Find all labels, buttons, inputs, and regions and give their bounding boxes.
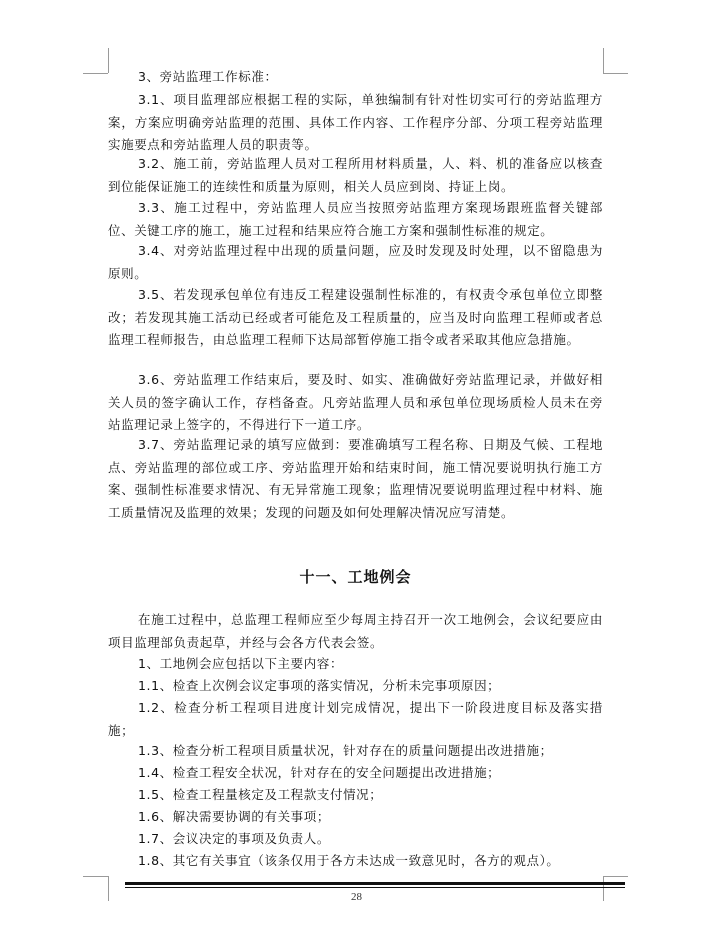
list-item-1-3: 1.3、检查分析工程项目质量状况，针对存在的质量问题提出改进措施； [138, 743, 553, 758]
crop-mark-top-left-h [83, 73, 108, 74]
paragraph-3-4: 3.4、对旁站监理过程中出现的质量问题，应及时发现及时处理，以不留隐患为原则。 [108, 243, 603, 281]
site-meeting-list-title: 1、工地例会应包括以下主要内容： [138, 656, 344, 671]
section-title-supervision-standards: 3、旁站监理工作标准： [138, 69, 278, 84]
list-item-1-7: 1.7、会议决定的事项及负责人。 [138, 831, 330, 846]
footer-rule-thin [125, 887, 625, 888]
paragraph-3-2: 3.2、施工前，旁站监理人员对工程所用材料质量，人、料、机的准备应以核查到位能保证施工的连续性和质量为原则，相关人员应到岗、持证上岗。 [108, 156, 603, 194]
crop-mark-top-right-v [603, 48, 604, 73]
section-heading-site-meeting: 十一、工地例会 [299, 568, 412, 586]
paragraph-3-5: 3.5、若发现承包单位有违反工程建设强制性标准的，有权责令承包单位立即整改；若发现其施工活动已经或者可能危及工程质量的，应当及时向监理工程师或者总监理工程师报告，由总监理工程师下达局部暂停施工指令或者采取其他应急措施。 [108, 287, 603, 347]
page-number: 28 [351, 891, 362, 903]
paragraph-3-7: 3.7、旁站监理记录的填写应做到：要准确填写工程名称、日期及气候、工程地点、旁站监理的部位或工序、旁站监理开始和结束时间，施工情况要说明执行施工方案、强制性标准要求情况、有无异常施工现象；监理情况要说明监理过程中材料、施工质量情况及监理的效果；发现的问题及如何处理解决情况应写清楚。 [108, 437, 603, 520]
crop-mark-top-right-h [603, 73, 628, 74]
list-item-1-1: 1.1、检查上次例会议定事项的落实情况，分析未完事项原因； [138, 678, 501, 693]
paragraph-3-1: 3.1、项目监理部应根据工程的实际，单独编制有针对性切实可行的旁站监理方案，方案应明确旁站监理的范围、具体工作内容、工作程序分部、分项工程旁站监理实施要点和旁站监理人员的职责等。 [108, 92, 603, 152]
list-item-1-4: 1.4、检查工程安全状况，针对存在的安全问题提出改进措施； [138, 765, 501, 780]
list-item-1-8: 1.8、其它有关事宜（该条仅用于各方未达成一致意见时，各方的观点）。 [138, 853, 560, 868]
list-item-1-2: 1.2、检查分析工程项目进度计划完成情况，提出下一阶段进度目标及落实措施； [108, 700, 603, 738]
footer-rule-thick [125, 882, 625, 885]
crop-mark-bottom-left-h [83, 876, 108, 877]
paragraph-3-6: 3.6、旁站监理工作结束后，要及时、如实、准确做好旁站监理记录，并做好相关人员的签字确认工作，存档备查。凡旁站监理人员和承包单位现场质检人员未在旁站监理记录上签字的，不得进行下一道工序。 [108, 372, 603, 432]
list-item-1-5: 1.5、检查工程量核定及工程款支付情况； [138, 787, 383, 802]
crop-mark-bottom-right-h [603, 876, 628, 877]
list-item-1-6: 1.6、解决需要协调的有关事项； [138, 809, 330, 824]
paragraph-3-3: 3.3、施工过程中，旁站监理人员应当按照旁站监理方案现场跟班监督关键部位、关键工序的施工，施工过程和结果应符合施工方案和强制性标准的规定。 [108, 200, 603, 238]
paragraph-site-meeting-intro: 在施工过程中，总监理工程师应至少每周主持召开一次工地例会，会议纪要应由项目监理部负责起草，并经与会各方代表会签。 [108, 612, 603, 650]
